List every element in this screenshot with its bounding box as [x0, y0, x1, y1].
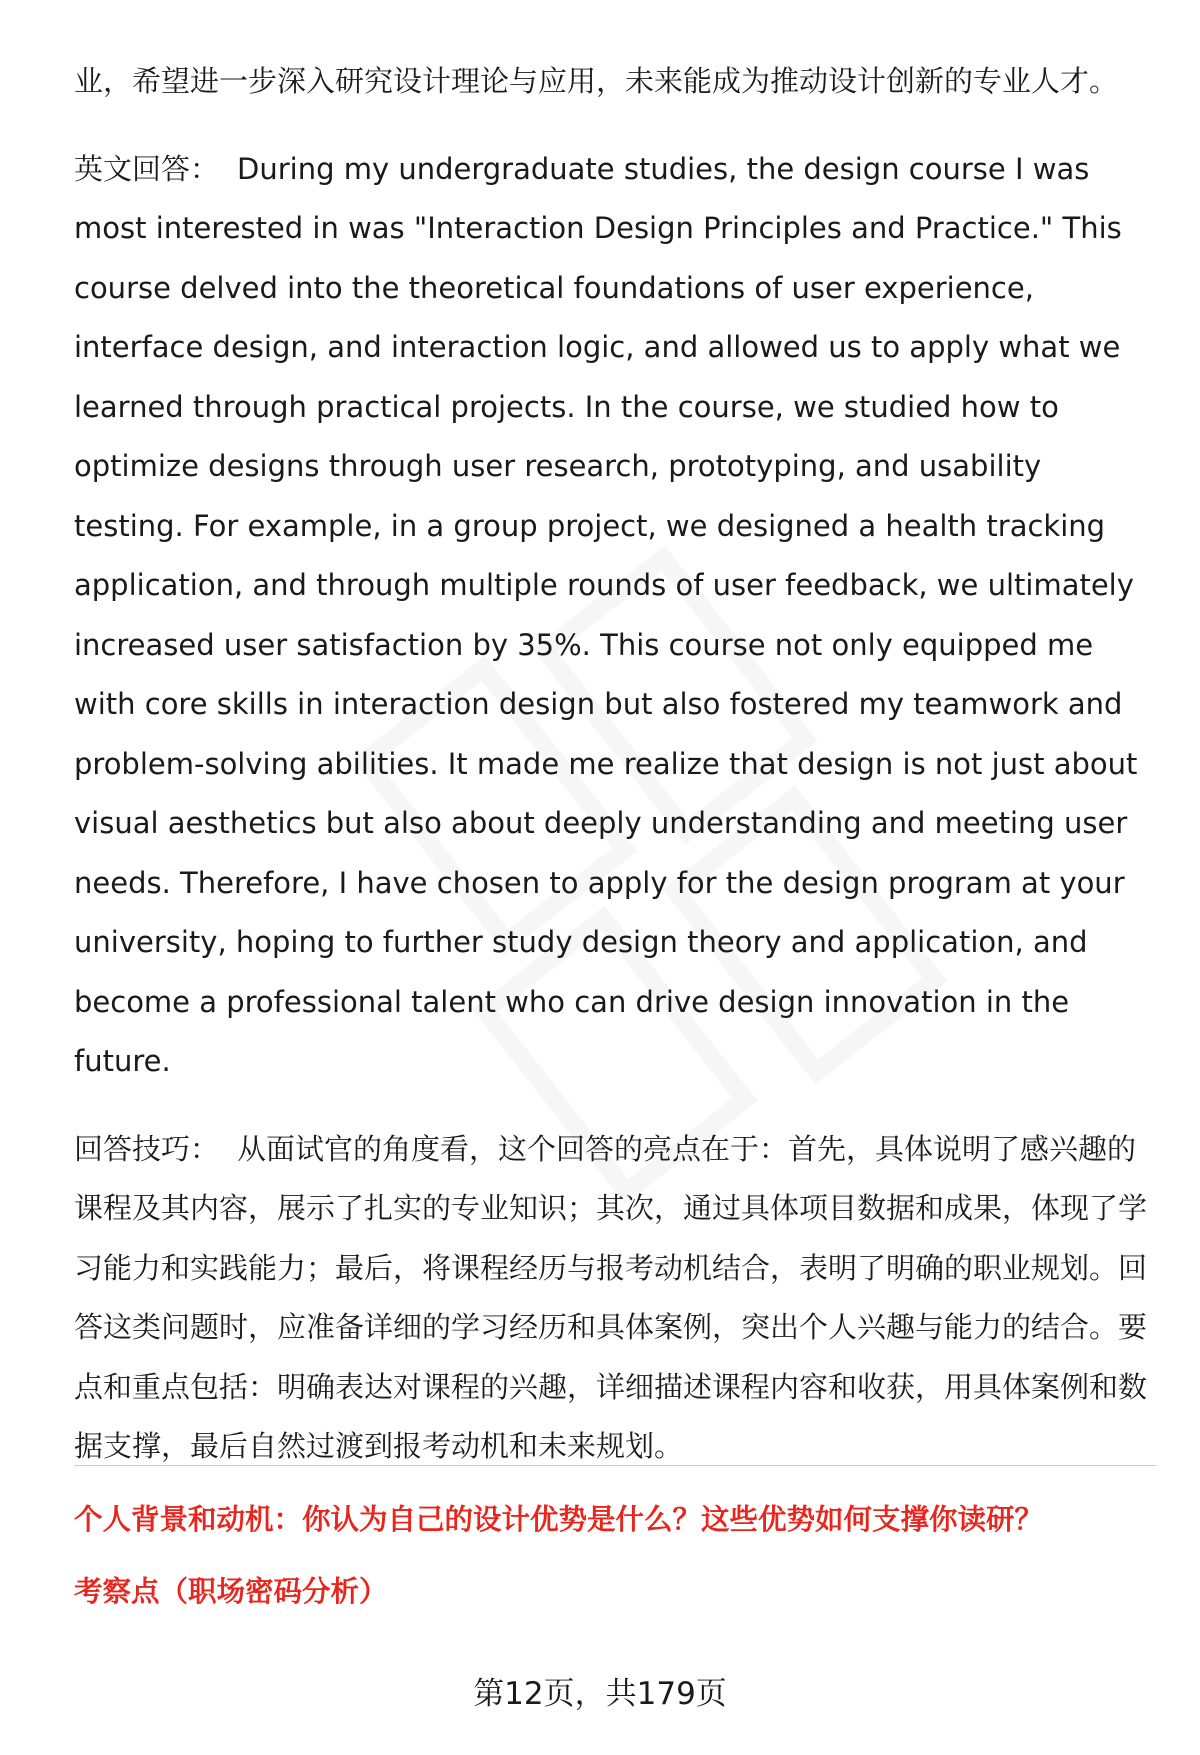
main-content [74, 52, 1156, 1477]
exam-point-heading: 考察点（职场密码分析） [74, 1575, 388, 1608]
english-answer-text: During my undergraduate studies, the design course I was most interested in was "Interaction Design Principles and Practice." This course delved into the theoretical foundations of user experience, interface design, and interaction logic, and allowed us to apply what we learned through practical projects. In the course, we studied how to optimize designs through user research, prototyping, and usability testing. For example, in a group project, we designed a health tracking application, and through multiple rounds of user feedback, we ultimately increased user satisfaction by 35%. This course not only equipped me with core skills in interaction design but also fostered my teamwork and problem-solving abilities. It made me realize that design is not just about visual aesthetics but also about deeply understanding and meeting user needs. Therefore, I have chosen to apply for the design program at your university, hoping to further study design theory and application, and become a professional talent who can drive design innovation in the future. [74, 151, 1138, 1078]
tips-text: 从面试官的角度看，这个回答的亮点在于：首先，具体说明了感兴趣的课程及其内容，展示了扎实的专业知识；其次，通过具体项目数据和成果，体现了学习能力和实践能力；最后，将课程经历与报考动机结合，表明了明确的职业规划。回答这类问题时，应准备详细的学习经历和具体案例，突出个人兴趣与能力的结合。要点和重点包括：明确表达对课程的兴趣，详细描述课程内容和收获，用具体案例和数据支撑，最后自然过渡到报考动机和未来规划。 [74, 1131, 1148, 1463]
section-divider [74, 1465, 1156, 1466]
english-answer-paragraph [74, 140, 1156, 1092]
page-number: 第12页，共179页 [473, 1676, 727, 1712]
tips-paragraph [74, 1120, 1156, 1477]
next-question-heading: 个人背景和动机：你认为自己的设计优势是什么？这些优势如何支撑你读研？ [74, 1503, 1044, 1536]
tips-label: 回答技巧： [74, 1131, 220, 1166]
english-answer-label: 英文回答： [74, 151, 220, 186]
continued-paragraph: 业，希望进一步深入研究设计理论与应用，未来能成为推动设计创新的专业人才。 [74, 64, 1119, 98]
